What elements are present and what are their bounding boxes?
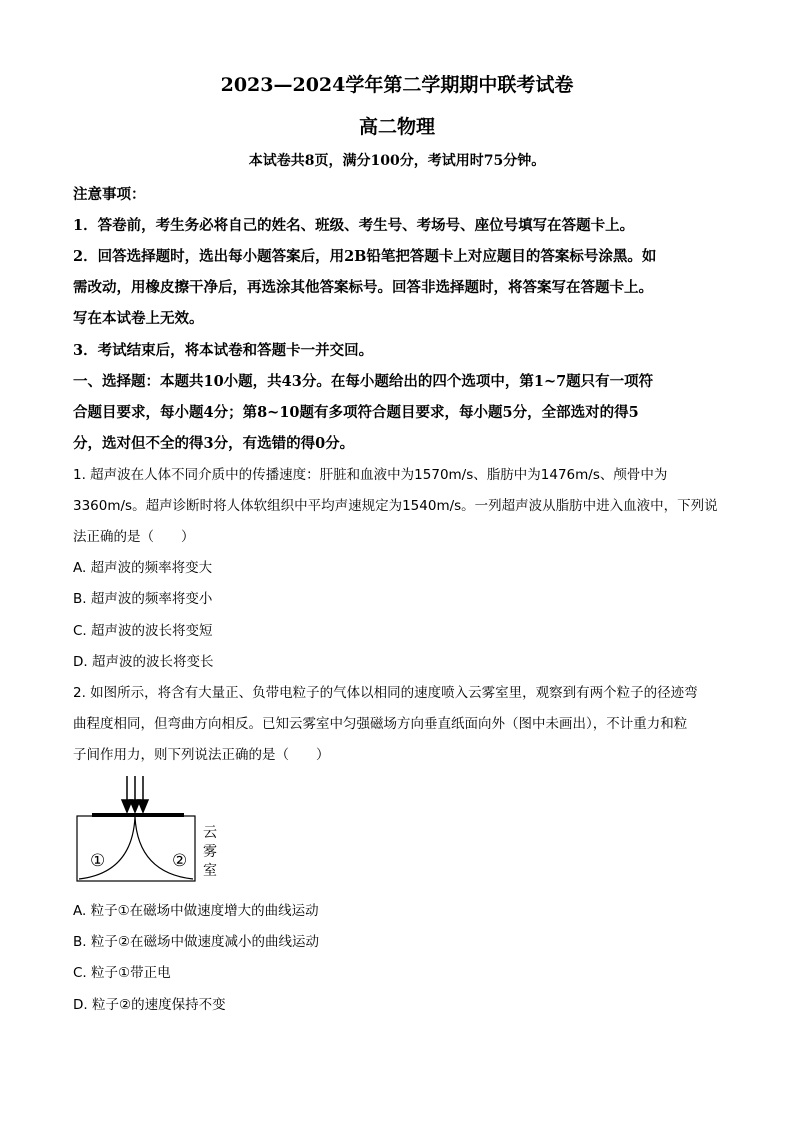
exam-info: 本试卷共8页，满分100分，考试用时75分钟。 — [248, 153, 546, 169]
chamber-label-char-1: 云 — [203, 825, 217, 841]
chamber-top-plate — [92, 813, 184, 817]
question-1-line-2: 3360m/s。超声诊断时将人体软组织中平均声速规定为1540m/s。一列超声波从脂肪中进入血液中，下列说 — [73, 498, 718, 514]
question-1-option-a: A. 超声波的频率将变大 — [73, 560, 213, 576]
chamber-label-char-3: 室 — [203, 863, 217, 879]
track-left — [79, 817, 135, 879]
section-1-line-1: 一、选择题：本题共10小题，共43分。在每小题给出的四个选项中，第1~7题只有一项符 — [73, 373, 654, 390]
particle-2-label: ② — [172, 851, 188, 871]
exam-title: 2023—2024学年第二学期期中联考试卷 — [220, 74, 574, 96]
question-2-line-3: 子间作用力，则下列说法正确的是（ ） — [73, 747, 330, 763]
question-1-line-3: 法正确的是（ ） — [73, 529, 195, 545]
question-1-option-d: D. 超声波的波长将变长 — [73, 654, 214, 670]
section-1-line-2: 合题目要求，每小题4分；第8~10题有多项符合题目要求，每小题5分，全部选对的得5 — [73, 404, 639, 421]
incoming-arrows — [122, 776, 148, 812]
note-item-1: 1．答卷前，考生务必将自己的姓名、班级、考生号、考场号、座位号填写在答题卡上。 — [73, 217, 635, 234]
cloud-chamber-figure — [70, 770, 230, 885]
question-1-option-b: B. 超声波的频率将变小 — [73, 591, 213, 607]
section-1-line-3: 分，选对但不全的得3分，有选错的得0分。 — [73, 435, 355, 452]
notes-heading: 注意事项： — [73, 186, 146, 203]
note-item-2-line-2: 需改动，用橡皮擦干净后，再选涂其他答案标号。回答非选择题时，将答案写在答题卡上。 — [73, 279, 653, 296]
chamber-label-char-2: 雾 — [203, 844, 217, 860]
note-item-2-line-3: 写在本试卷上无效。 — [73, 310, 204, 327]
question-2-option-c: C. 粒子①带正电 — [73, 965, 171, 981]
question-2-option-a: A. 粒子①在磁场中做速度增大的曲线运动 — [73, 903, 319, 919]
note-item-3: 3．考试结束后，将本试卷和答题卡一并交回。 — [73, 342, 374, 359]
subject-title: 高二物理 — [358, 116, 435, 138]
question-1-line-1: 1. 超声波在人体不同介质中的传播速度：肝脏和血液中为1570m/s、脂肪中为1476m/s、颅骨中为 — [73, 467, 668, 483]
question-2-line-1: 2. 如图所示，将含有大量正、负带电粒子的气体以相同的速度喷入云雾室里，观察到有两个粒子的径迹弯 — [73, 685, 698, 701]
question-2-line-2: 曲程度相同，但弯曲方向相反。已知云雾室中匀强磁场方向垂直纸面向外（图中未画出），不计重力和粒 — [73, 716, 688, 732]
note-item-2-line-1: 2．回答选择题时，选出每小题答案后，用2B铅笔把答题卡上对应题目的答案标号涂黑。如 — [73, 248, 657, 265]
question-1-option-c: C. 超声波的波长将变短 — [73, 623, 213, 639]
particle-1-label: ① — [90, 851, 106, 871]
question-2-option-b: B. 粒子②在磁场中做速度减小的曲线运动 — [73, 934, 319, 950]
question-2-option-d: D. 粒子②的速度保持不变 — [73, 997, 226, 1013]
